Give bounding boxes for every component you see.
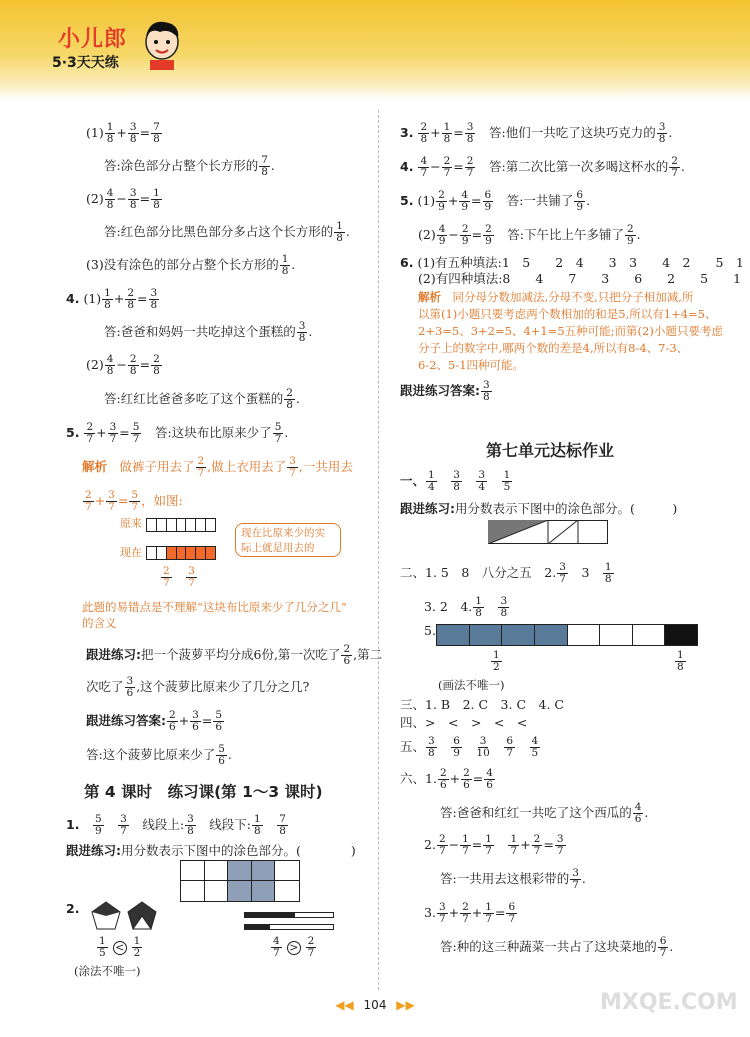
- u2-b: 3. 2 4. $\frac{1}{8}$ $\frac{3}{8}$: [424, 595, 508, 619]
- u2-5-num: 5.: [424, 623, 436, 638]
- boy-mascot-icon: [140, 18, 184, 70]
- next-page-icon[interactable]: ▶▶: [396, 998, 415, 1012]
- u6-2-answer: 答:一共用去这根彩带的 $\frac{3}{7}$ .: [440, 867, 586, 891]
- follow-answer: 跟进练习答案: $\frac{2}{6}$ + $\frac{3}{6}$ = $\frac{5}{6}$: [86, 709, 223, 733]
- diagram-original-bar: [146, 518, 216, 532]
- u3: 三、1. B 2. C 3. C 4. C: [400, 697, 564, 712]
- q4-1-answer: 答:爸爸和妈妈一共吃掉这个蛋糕的 $\frac{3}{8}$ .: [104, 320, 313, 344]
- diagram-now-bar: [146, 546, 216, 560]
- prev-page-icon[interactable]: ◀◀: [335, 998, 354, 1012]
- u1-follow-figure: [488, 520, 608, 544]
- lesson4-follow: 跟进练习:用分数表示下图中的涂色部分。( ): [66, 843, 356, 858]
- q3-1: (1) $\frac{1}{8}$ + $\frac{3}{8}$ = $\frac{7}{8}$: [86, 121, 160, 145]
- r6-2: (2)有四种填法:8 4 7 3 6 2 5 1: [418, 271, 742, 286]
- r5-2: (2) $\frac{4}{9}$ − $\frac{2}{9}$ = $\frac{2}{9}$ 答:下午比上午多铺了 $\frac{2}{9}$ .: [418, 223, 641, 247]
- u2-5-half: $\frac{1}{2}$: [493, 649, 500, 673]
- u1: 一、 $\frac{1}{4}$ $\frac{3}{8}$ $\frac{3}{4}$ $\frac{1}{5}$: [400, 469, 511, 493]
- u1-follow: 跟进练习:用分数表示下图中的涂色部分。( ): [400, 501, 678, 516]
- diagram-orig-label: 原来: [120, 517, 142, 530]
- r6-1: 6. (1)有五种填法:1 5 2 4 3 3 4 2 5 1: [400, 255, 744, 270]
- lesson4-note: (涂法不唯一): [74, 964, 141, 978]
- q3-2: (2) $\frac{4}{8}$ − $\frac{3}{8}$ = $\frac{1}{8}$: [86, 187, 160, 211]
- q3-1-answer: 答:涂色部分占整个长方形的 $\frac{7}{8}$ .: [104, 154, 275, 178]
- r6-analysis-2: 以第(1)小题只要考虑两个数相加的和是5,所以有1+4=5、: [418, 307, 717, 321]
- q4-2: (2) $\frac{4}{8}$ − $\frac{2}{8}$ = $\frac{2}{8}$: [86, 353, 160, 377]
- lesson4-q2-left-compare: $\frac{1}{5}$ < $\frac{1}{2}$: [99, 935, 141, 959]
- lesson-4-title: 第 4 课时 练习课(第 1～3 课时): [84, 783, 323, 801]
- u6-3-answer: 答:种的这三种蔬菜一共占了这块菜地的 $\frac{6}{7}$ .: [440, 935, 674, 959]
- watermark: MXQE.COM: [600, 990, 738, 1015]
- pentagon-figures: [90, 900, 160, 932]
- q3-2-answer: 答:红色部分比黑色部分多占这个长方形的 $\frac{1}{8}$ .: [104, 220, 350, 244]
- q5-analysis-4: 的含义: [82, 616, 117, 630]
- u6-3: 3. $\frac{3}{7}$ + $\frac{2}{7}$ + $\frac{1}{7}$ = $\frac{6}{7}$: [424, 901, 516, 925]
- q4-1: 4. (1) $\frac{1}{8}$ + $\frac{2}{8}$ = $\frac{3}{8}$: [66, 287, 158, 311]
- u5: 五、 $\frac{3}{8}$ $\frac{6}{9}$ $\frac{3}{10}$ $\frac{6}{7}$ $\frac{4}{5}$: [400, 735, 539, 759]
- u6-1-answer: 答:爸爸和红红一共吃了这个西瓜的 $\frac{4}{6}$ .: [440, 801, 649, 825]
- page-footer: [0, 998, 750, 1012]
- r6-analysis-3: 2+3=5、3+2=5、4+1=5五种可能;而第(2)小题只要考虑: [418, 324, 723, 338]
- u6-2: 2. $\frac{2}{7}$ − $\frac{1}{7}$ = $\frac{1}{7}$ $\frac{1}{7}$ + $\frac{2}{7}$ = $\frac{3}{7}$: [424, 833, 564, 857]
- lesson4-q1: 1. $\frac{5}{9}$ $\frac{3}{7}$ 线段上: $\frac{3}{8}$ 线段下: $\frac{1}{8}$ $\frac{7}{8}$: [66, 813, 286, 837]
- r6-analysis-4: 分子上的数字中,哪两个数的差是4,所以有8-4、7-3、: [418, 341, 689, 355]
- column-divider: [378, 110, 379, 990]
- u2: 二、1. 5 8 八分之五 2. $\frac{3}{7}$ 3 $\frac{1}{8}$: [400, 561, 612, 585]
- r6-analysis-5: 6-2、5-1四种可能。: [418, 358, 525, 372]
- u2-5-eighth: $\frac{1}{8}$: [677, 649, 684, 673]
- unit7-title: 第七单元达标作业: [486, 441, 615, 460]
- q4-2-answer: 答:红红比爸爸多吃了这个蛋糕的 $\frac{2}{8}$ .: [104, 387, 300, 411]
- r3: 3. $\frac{2}{8}$ + $\frac{1}{8}$ = $\frac{3}{8}$ 答:他们一共吃了这块巧克力的 $\frac{3}{8}$ .: [400, 121, 673, 145]
- u6-1: 六、1. $\frac{2}{6}$ + $\frac{2}{6}$ = $\frac{4}{6}$: [400, 767, 493, 791]
- q5: 5. $\frac{2}{7}$ + $\frac{3}{7}$ = $\frac{5}{7}$ 答:这块布比原来少了 $\frac{5}{7}$ .: [66, 421, 289, 445]
- lesson4-q2-num: 2.: [66, 901, 80, 916]
- follow-answer-2: 答:这个菠萝比原来少了 $\frac{5}{6}$ .: [86, 743, 232, 767]
- r-follow-answer: 跟进练习答案: $\frac{3}{8}$: [400, 379, 490, 403]
- u4: 四、> < > < <: [400, 715, 528, 730]
- lesson4-bar-bottom: [244, 924, 334, 930]
- r4: 4. $\frac{4}{7}$ − $\frac{2}{7}$ = $\frac{2}{7}$ 答:第二次比第一次多喝这杯水的 $\frac{2}{7}$ .: [400, 155, 685, 179]
- u2-5-note: (画法不唯一): [438, 678, 505, 692]
- q5-analysis-2: $\frac{2}{7}$ + $\frac{3}{7}$ = $\frac{5}{7}$ ，如图:: [85, 489, 183, 513]
- lesson4-grid: [180, 860, 300, 902]
- diagram-fractions: $\frac{2}{7}$ $\frac{3}{7}$: [163, 565, 195, 589]
- diagram-now-label: 现在: [120, 546, 142, 559]
- r6-analysis-1: 解析 同分母分数加减法,分母不变,只把分子相加减,所: [418, 290, 694, 304]
- brand-series: 5·3天天练: [52, 55, 119, 71]
- lesson4-bar-top: [244, 912, 334, 918]
- r5-1: 5. (1) $\frac{2}{9}$ + $\frac{4}{9}$ = $\frac{6}{9}$ 答:一共铺了 $\frac{6}{9}$ .: [400, 189, 591, 213]
- follow-practice-2: 次吃了 $\frac{3}{6}$ ,这个菠萝比原来少了几分之几?: [86, 675, 310, 699]
- q3-3-answer: (3)没有涂色的部分占整个长方形的 $\frac{1}{8}$ .: [86, 253, 296, 277]
- diagram-note-box: [235, 523, 341, 557]
- brand-logo: 小儿郎: [58, 27, 128, 52]
- u2-5-bar: [436, 624, 698, 646]
- diagram-note-line1: 现在比原来少的实: [241, 527, 325, 539]
- follow-practice-1: 跟进练习:把一个菠萝平均分成6份,第一次吃了 $\frac{2}{6}$ ,第二: [86, 643, 383, 667]
- page-number: 104: [363, 998, 387, 1012]
- q5-analysis-3: 此题的易错点是不理解“这块布比原来少了几分之几”: [82, 600, 347, 614]
- diagram-note-line2: 际上就是用去的: [241, 542, 315, 554]
- lesson4-q2-right-compare: $\frac{4}{7}$ > $\frac{2}{7}$: [273, 935, 315, 959]
- q5-analysis-1: 解析 做裤子用去了 $\frac{2}{7}$ ,做上衣用去了 $\frac{3}{7}$ ,一共用去: [82, 455, 353, 479]
